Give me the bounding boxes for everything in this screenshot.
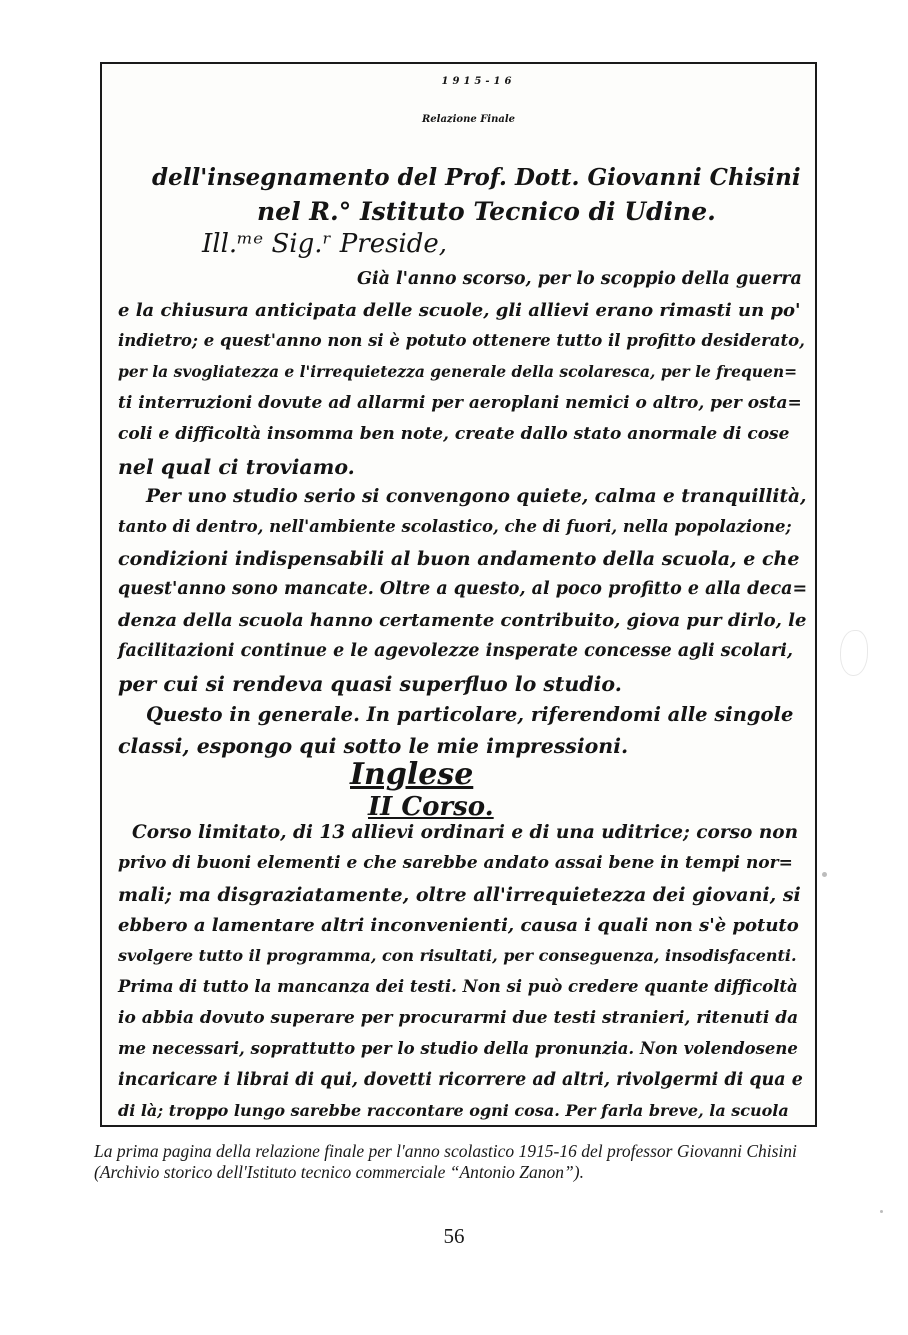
manuscript-line: svolgere tutto il programma, con risultati, per conseguenza, insodisfacenti. bbox=[118, 946, 797, 965]
manuscript-line: incaricare i librai di qui, dovetti ricorrere ad altri, rivolgermi di qua e bbox=[118, 1070, 803, 1090]
manuscript-line: coli e difficoltà insomma ben note, create dallo stato anormale di cose bbox=[118, 424, 790, 444]
manuscript-heading-subject: Inglese bbox=[350, 757, 474, 792]
manuscript-line: tanto di dentro, nell'ambiente scolastico, che di fuori, nella popolazione; bbox=[118, 517, 792, 536]
manuscript-line: ebbero a lamentare altri inconvenienti, causa i quali non s'è potuto bbox=[118, 915, 799, 936]
manuscript-line: Prima di tutto la mancanza dei testi. Non si può credere quante difficoltà bbox=[118, 977, 798, 996]
manuscript-salutation: Ill.ᵐᵉ Sig.ʳ Preside, bbox=[202, 229, 448, 259]
manuscript-subtitle-line-2: nel R.° Istituto Tecnico di Udine. bbox=[257, 197, 716, 226]
manuscript-title: Relazione Finale bbox=[421, 114, 516, 125]
manuscript-line: indietro; e quest'anno non si è potuto ottenere tutto il profitto desiderato, bbox=[118, 331, 805, 350]
manuscript-line: per cui si rendeva quasi superfluo lo studio. bbox=[118, 672, 622, 696]
manuscript-line: privo di buoni elementi e che sarebbe andato assai bene in tempi nor= bbox=[118, 853, 793, 873]
manuscript-line: mali; ma disgraziatamente, oltre all'irrequietezza dei giovani, si bbox=[118, 884, 801, 906]
manuscript-heading-course: II Corso. bbox=[368, 792, 494, 822]
manuscript-line: Già l'anno scorso, per lo scoppio della guerra bbox=[357, 269, 802, 289]
manuscript-line: quest'anno sono mancate. Oltre a questo, al poco profitto e alla deca= bbox=[118, 579, 808, 599]
scan-speck bbox=[822, 872, 827, 877]
manuscript-line: denza della scuola hanno certamente contribuito, giova pur dirlo, le bbox=[118, 610, 807, 631]
manuscript-line: di là; troppo lungo sarebbe raccontare ogni cosa. Per farla breve, la scuola bbox=[118, 1101, 789, 1120]
manuscript-line: io abbia dovuto superare per procurarmi due testi stranieri, ritenuti da bbox=[118, 1008, 799, 1028]
manuscript-line: Per uno studio serio si convengono quiete, calma e tranquillità, bbox=[146, 486, 807, 507]
manuscript-line: nel qual ci troviamo. bbox=[118, 455, 355, 479]
scan-speck bbox=[880, 1210, 883, 1213]
manuscript-line: ti interruzioni dovute ad allarmi per aeroplani nemici o altro, per osta= bbox=[118, 393, 802, 413]
manuscript-line: Questo in generale. In particolare, riferendomi alle singole bbox=[146, 703, 794, 726]
manuscript-line: Corso limitato, di 13 allievi ordinari e di una uditrice; corso non bbox=[132, 822, 799, 843]
manuscript-line: per la svogliatezza e l'irrequietezza generale della scolaresca, per le frequen= bbox=[118, 362, 798, 381]
manuscript-page-image bbox=[100, 62, 817, 1127]
manuscript-year: 1915-16 bbox=[441, 76, 516, 87]
page-number: 56 bbox=[443, 1224, 465, 1248]
manuscript-line: classi, espongo qui sotto le mie impressioni. bbox=[118, 734, 629, 758]
manuscript-subtitle-line-1: dell'insegnamento del Prof. Dott. Giovanni Chisini bbox=[152, 164, 801, 191]
scan-smudge-mark bbox=[840, 630, 868, 676]
manuscript-line: condizioni indispensabili al buon andamento della scuola, e che bbox=[118, 548, 800, 570]
figure-caption: La prima pagina della relazione finale per l'anno scolastico 1915-16 del professor Giovanni Chisini (Archivio storico dell'Istituto tecnico commerciale “Antonio Zanon”). bbox=[94, 1141, 797, 1182]
manuscript-line: e la chiusura anticipata delle scuole, gli allievi erano rimasti un po' bbox=[118, 300, 801, 321]
manuscript-line: me necessari, soprattutto per lo studio della pronunzia. Non volendosene bbox=[118, 1039, 798, 1058]
manuscript-line: facilitazioni continue e le agevolezze insperate concesse agli scolari, bbox=[118, 641, 793, 661]
